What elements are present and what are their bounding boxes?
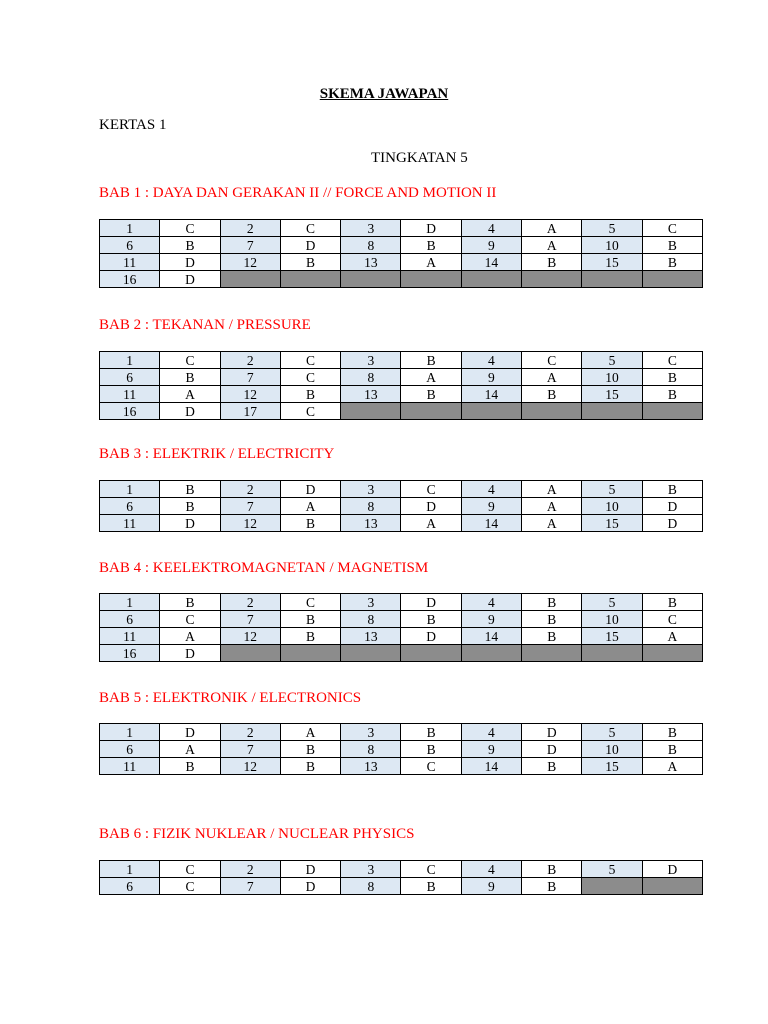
answer-cell: C — [160, 611, 220, 628]
question-number: 12 — [220, 758, 280, 775]
answer-cell: D — [522, 724, 582, 741]
answer-cell: C — [280, 369, 340, 386]
answer-cell: C — [160, 878, 220, 895]
question-number: 11 — [100, 254, 160, 271]
empty-cell — [461, 403, 521, 420]
answer-cell: B — [401, 741, 461, 758]
answer-cell: B — [280, 741, 340, 758]
answer-table-5 — [99, 723, 703, 775]
answer-row — [100, 237, 703, 254]
answer-row — [100, 515, 703, 532]
question-number: 11 — [100, 386, 160, 403]
answer-cell: C — [642, 352, 702, 369]
answer-cell: B — [401, 878, 461, 895]
answer-cell: A — [280, 724, 340, 741]
answer-cell: C — [401, 481, 461, 498]
question-number: 13 — [341, 758, 401, 775]
question-number: 4 — [461, 594, 521, 611]
answer-row — [100, 254, 703, 271]
answer-row — [100, 498, 703, 515]
question-number: 2 — [220, 220, 280, 237]
question-number: 8 — [341, 741, 401, 758]
question-number: 2 — [220, 724, 280, 741]
question-number: 13 — [341, 628, 401, 645]
question-number: 12 — [220, 515, 280, 532]
section-title-6: BAB 6 : FIZIK NUKLEAR / NUCLEAR PHYSICS — [99, 826, 415, 842]
answer-table-6 — [99, 860, 703, 895]
question-number: 1 — [100, 220, 160, 237]
question-number: 5 — [582, 594, 642, 611]
answer-cell: C — [642, 220, 702, 237]
question-number: 10 — [582, 611, 642, 628]
answer-cell: A — [160, 386, 220, 403]
answer-row — [100, 645, 703, 662]
question-number: 12 — [220, 386, 280, 403]
question-number: 8 — [341, 369, 401, 386]
answer-cell: B — [522, 594, 582, 611]
question-number: 12 — [220, 254, 280, 271]
answer-cell: A — [522, 515, 582, 532]
answer-cell: B — [522, 611, 582, 628]
empty-cell — [582, 271, 642, 288]
answer-cell: D — [642, 498, 702, 515]
question-number: 15 — [582, 254, 642, 271]
question-number: 14 — [461, 628, 521, 645]
answer-cell: C — [401, 861, 461, 878]
question-number: 8 — [341, 498, 401, 515]
question-number: 4 — [461, 724, 521, 741]
answer-row — [100, 724, 703, 741]
question-number: 2 — [220, 481, 280, 498]
empty-cell — [401, 271, 461, 288]
answer-cell: A — [160, 628, 220, 645]
answer-cell: B — [160, 498, 220, 515]
question-number: 7 — [220, 611, 280, 628]
question-number: 7 — [220, 237, 280, 254]
question-number: 3 — [341, 481, 401, 498]
empty-cell — [220, 271, 280, 288]
answer-row — [100, 369, 703, 386]
question-number: 1 — [100, 724, 160, 741]
question-number: 1 — [100, 352, 160, 369]
question-number: 7 — [220, 498, 280, 515]
question-number: 3 — [341, 352, 401, 369]
question-number: 8 — [341, 237, 401, 254]
question-number: 5 — [582, 352, 642, 369]
question-number: 1 — [100, 861, 160, 878]
answer-row — [100, 861, 703, 878]
question-number: 2 — [220, 352, 280, 369]
answer-cell: D — [401, 594, 461, 611]
answer-cell: C — [160, 220, 220, 237]
question-number: 9 — [461, 878, 521, 895]
answer-cell: D — [160, 254, 220, 271]
answer-table-2 — [99, 351, 703, 420]
answer-cell: A — [522, 369, 582, 386]
answer-cell: B — [642, 386, 702, 403]
answer-row — [100, 271, 703, 288]
question-number: 2 — [220, 594, 280, 611]
section-title-4: BAB 4 : KEELEKTROMAGNETAN / MAGNETISM — [99, 560, 429, 576]
question-number: 1 — [100, 594, 160, 611]
question-number: 16 — [100, 271, 160, 288]
answer-cell: A — [642, 628, 702, 645]
answer-cell: A — [522, 220, 582, 237]
answer-cell: B — [401, 386, 461, 403]
answer-cell: D — [401, 628, 461, 645]
answer-cell: B — [160, 758, 220, 775]
answer-row — [100, 481, 703, 498]
empty-cell — [522, 645, 582, 662]
question-number: 11 — [100, 758, 160, 775]
empty-cell — [401, 403, 461, 420]
answer-cell: B — [642, 254, 702, 271]
answer-cell: B — [642, 369, 702, 386]
answer-cell: B — [522, 628, 582, 645]
level-label: TINGKATAN 5 — [371, 150, 468, 166]
answer-cell: B — [280, 515, 340, 532]
answer-cell: B — [401, 724, 461, 741]
answer-cell: A — [401, 369, 461, 386]
section-title-2: BAB 2 : TEKANAN / PRESSURE — [99, 317, 311, 333]
question-number: 5 — [582, 724, 642, 741]
answer-row — [100, 611, 703, 628]
question-number: 15 — [582, 515, 642, 532]
answer-cell: B — [280, 628, 340, 645]
question-number: 6 — [100, 369, 160, 386]
question-number: 10 — [582, 237, 642, 254]
question-number: 6 — [100, 498, 160, 515]
question-number: 9 — [461, 369, 521, 386]
question-number: 6 — [100, 878, 160, 895]
question-number: 7 — [220, 741, 280, 758]
answer-cell: C — [642, 611, 702, 628]
answer-cell: D — [280, 237, 340, 254]
question-number: 2 — [220, 861, 280, 878]
answer-cell: B — [522, 254, 582, 271]
answer-cell: D — [160, 724, 220, 741]
question-number: 12 — [220, 628, 280, 645]
empty-cell — [522, 403, 582, 420]
question-number: 4 — [461, 861, 521, 878]
answer-cell: C — [280, 220, 340, 237]
question-number: 10 — [582, 498, 642, 515]
answer-cell: A — [522, 481, 582, 498]
answer-cell: A — [160, 741, 220, 758]
answer-row — [100, 594, 703, 611]
answer-table-3 — [99, 480, 703, 532]
answer-cell: A — [401, 254, 461, 271]
answer-cell: B — [280, 254, 340, 271]
answer-cell: A — [280, 498, 340, 515]
section-title-1: BAB 1 : DAYA DAN GERAKAN II // FORCE AND MOTION II — [99, 185, 497, 201]
answer-cell: B — [522, 386, 582, 403]
answer-cell: B — [401, 352, 461, 369]
empty-cell — [582, 878, 642, 895]
question-number: 9 — [461, 498, 521, 515]
answer-row — [100, 758, 703, 775]
answer-cell: C — [160, 352, 220, 369]
answer-cell: D — [160, 403, 220, 420]
question-number: 5 — [582, 861, 642, 878]
question-number: 15 — [582, 758, 642, 775]
answer-cell: B — [160, 369, 220, 386]
question-number: 1 — [100, 481, 160, 498]
answer-cell: B — [280, 758, 340, 775]
answer-cell: D — [160, 271, 220, 288]
paper-label: KERTAS 1 — [99, 117, 167, 133]
question-number: 6 — [100, 611, 160, 628]
empty-cell — [341, 645, 401, 662]
answer-cell: B — [401, 237, 461, 254]
question-number: 4 — [461, 220, 521, 237]
answer-table-1 — [99, 219, 703, 288]
answer-cell: C — [280, 403, 340, 420]
question-number: 13 — [341, 386, 401, 403]
answer-cell: C — [401, 758, 461, 775]
question-number: 4 — [461, 481, 521, 498]
answer-cell: A — [522, 498, 582, 515]
empty-cell — [401, 645, 461, 662]
question-number: 3 — [341, 861, 401, 878]
answer-row — [100, 220, 703, 237]
question-number: 7 — [220, 369, 280, 386]
question-number: 11 — [100, 628, 160, 645]
question-number: 7 — [220, 878, 280, 895]
answer-row — [100, 628, 703, 645]
answer-cell: B — [642, 594, 702, 611]
answer-cell: C — [522, 352, 582, 369]
question-number: 6 — [100, 741, 160, 758]
answer-cell: B — [642, 724, 702, 741]
section-title-5: BAB 5 : ELEKTRONIK / ELECTRONICS — [99, 690, 362, 706]
answer-row — [100, 352, 703, 369]
answer-cell: D — [401, 498, 461, 515]
answer-cell: B — [642, 741, 702, 758]
empty-cell — [280, 645, 340, 662]
answer-cell: D — [642, 515, 702, 532]
question-number: 5 — [582, 481, 642, 498]
question-number: 4 — [461, 352, 521, 369]
answer-row — [100, 403, 703, 420]
answer-cell: B — [642, 237, 702, 254]
answer-cell: C — [280, 352, 340, 369]
question-number: 8 — [341, 611, 401, 628]
answer-cell: B — [642, 481, 702, 498]
answer-row — [100, 878, 703, 895]
answer-cell: A — [522, 237, 582, 254]
answer-cell: A — [401, 515, 461, 532]
question-number: 6 — [100, 237, 160, 254]
answer-cell: C — [160, 861, 220, 878]
answer-cell: D — [160, 645, 220, 662]
answer-cell: B — [280, 611, 340, 628]
question-number: 11 — [100, 515, 160, 532]
section-title-3: BAB 3 : ELEKTRIK / ELECTRICITY — [99, 446, 335, 462]
answer-cell: B — [160, 481, 220, 498]
page-title: SKEMA JAWAPAN — [319, 86, 449, 102]
question-number: 3 — [341, 594, 401, 611]
question-number: 16 — [100, 403, 160, 420]
answer-cell: B — [522, 758, 582, 775]
empty-cell — [582, 403, 642, 420]
question-number: 8 — [341, 878, 401, 895]
answer-cell: B — [160, 594, 220, 611]
empty-cell — [341, 403, 401, 420]
empty-cell — [461, 645, 521, 662]
answer-cell: B — [522, 861, 582, 878]
question-number: 17 — [220, 403, 280, 420]
answer-cell: B — [401, 611, 461, 628]
question-number: 14 — [461, 515, 521, 532]
answer-cell: D — [642, 861, 702, 878]
answer-cell: A — [642, 758, 702, 775]
answer-cell: D — [280, 878, 340, 895]
answer-table-4 — [99, 593, 703, 662]
question-number: 14 — [461, 386, 521, 403]
answer-cell: C — [280, 594, 340, 611]
question-number: 9 — [461, 237, 521, 254]
empty-cell — [642, 878, 702, 895]
question-number: 14 — [461, 758, 521, 775]
empty-cell — [642, 271, 702, 288]
question-number: 3 — [341, 724, 401, 741]
answer-cell: B — [160, 237, 220, 254]
empty-cell — [642, 645, 702, 662]
question-number: 13 — [341, 515, 401, 532]
empty-cell — [582, 645, 642, 662]
question-number: 9 — [461, 611, 521, 628]
empty-cell — [220, 645, 280, 662]
empty-cell — [642, 403, 702, 420]
question-number: 10 — [582, 741, 642, 758]
question-number: 16 — [100, 645, 160, 662]
answer-row — [100, 386, 703, 403]
answer-cell: B — [522, 878, 582, 895]
empty-cell — [280, 271, 340, 288]
question-number: 14 — [461, 254, 521, 271]
question-number: 15 — [582, 628, 642, 645]
answer-cell: D — [401, 220, 461, 237]
question-number: 9 — [461, 741, 521, 758]
question-number: 10 — [582, 369, 642, 386]
question-number: 5 — [582, 220, 642, 237]
answer-cell: D — [160, 515, 220, 532]
answer-row — [100, 741, 703, 758]
empty-cell — [461, 271, 521, 288]
empty-cell — [522, 271, 582, 288]
question-number: 3 — [341, 220, 401, 237]
answer-cell: D — [280, 861, 340, 878]
answer-cell: B — [280, 386, 340, 403]
empty-cell — [341, 271, 401, 288]
answer-cell: D — [522, 741, 582, 758]
question-number: 13 — [341, 254, 401, 271]
question-number: 15 — [582, 386, 642, 403]
answer-cell: D — [280, 481, 340, 498]
